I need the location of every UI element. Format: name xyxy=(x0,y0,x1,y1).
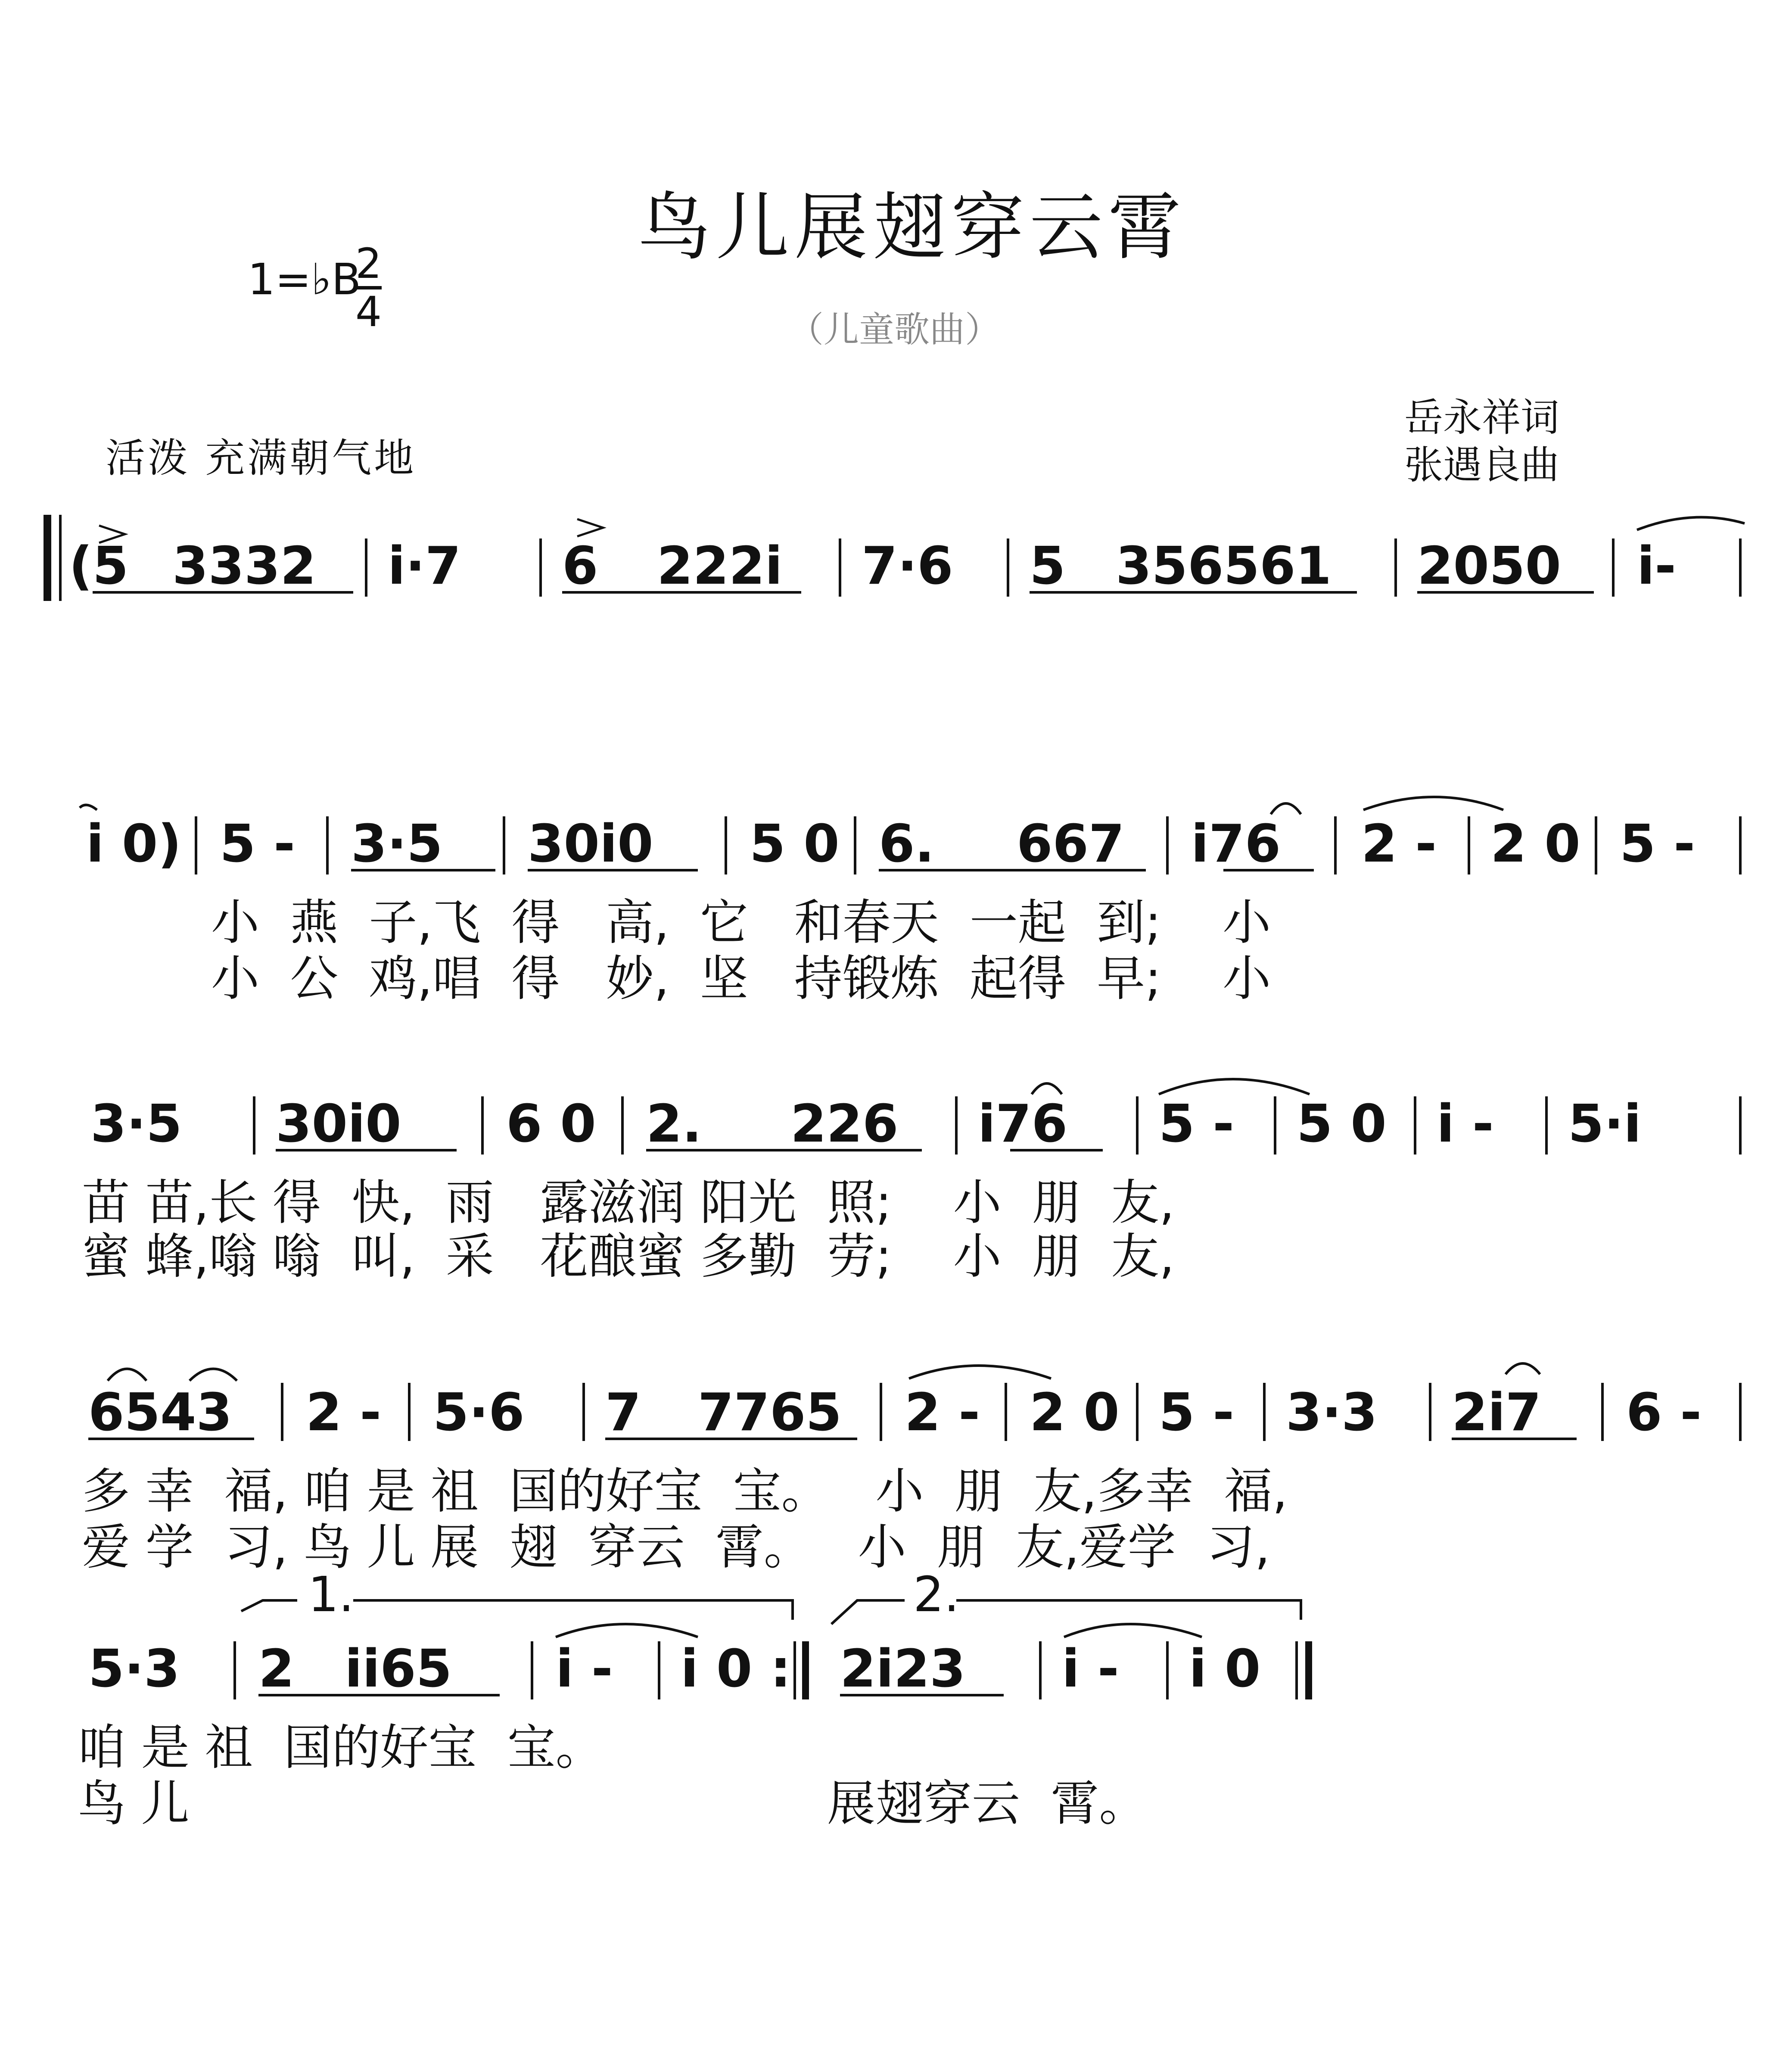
system-4 xyxy=(82,1363,1740,1575)
system-2 xyxy=(80,797,1740,1007)
note-group: 5 0 xyxy=(1297,1094,1387,1154)
note-group: i - xyxy=(1062,1639,1119,1699)
note-group: 5 0 xyxy=(750,814,840,874)
tie xyxy=(190,1369,237,1381)
note-group: i 0) xyxy=(86,814,182,874)
tie xyxy=(108,1369,146,1381)
time-signature-bottom: 4 xyxy=(355,286,382,334)
accent-mark xyxy=(577,519,603,536)
note-group: ii65 xyxy=(345,1639,452,1699)
note-group: 222i xyxy=(657,536,783,596)
tie xyxy=(1159,1079,1310,1094)
song-title: 鸟儿展翅穿云霄 xyxy=(638,185,1187,270)
note-group: 5 - xyxy=(220,814,296,874)
tie xyxy=(1506,1363,1540,1374)
volta-label-1: 1. xyxy=(308,1567,354,1623)
system-1 xyxy=(47,515,1745,601)
note-group: 7·6 xyxy=(862,536,953,596)
volta-label-2: 2. xyxy=(913,1567,959,1623)
note-group: 356561 xyxy=(1116,536,1332,596)
lyric-verse-1: 咱 是 祖 国的好宝 宝。 xyxy=(78,1720,604,1776)
note-group: 5 - xyxy=(1620,814,1696,874)
note-group: 3·3 xyxy=(1286,1383,1378,1443)
note-group: 2. xyxy=(646,1094,702,1154)
note-group: 2050 xyxy=(1417,536,1561,596)
lyric-verse-2: 小 公 鸡,唱 得 妙, 坚 持锻炼 起得 早; 小 xyxy=(211,951,1271,1007)
note-group: 2 0 xyxy=(1030,1383,1120,1443)
note-group: 2 - xyxy=(905,1383,980,1443)
tie xyxy=(556,1624,698,1637)
note-group: i76 xyxy=(978,1094,1068,1154)
note-group: 3·5 xyxy=(90,1094,182,1154)
note-group: 5·3 xyxy=(88,1639,180,1699)
tie xyxy=(1637,517,1745,530)
note-group: 2i23 xyxy=(840,1639,966,1699)
note-group: i - xyxy=(556,1639,613,1699)
note-group: 5 - xyxy=(1159,1094,1235,1154)
note-group: 6 - xyxy=(1626,1383,1702,1443)
lyric-second-ending: 展翅穿云 霄。 xyxy=(827,1776,1148,1832)
note-group: 2i7 xyxy=(1452,1383,1542,1443)
lyric-verse-2: 蜜 蜂,嗡 嗡 叫, 采 花酿蜜 多勤 劳; 小 朋 友, xyxy=(82,1229,1175,1285)
note-group: i - xyxy=(1437,1094,1494,1154)
lyricist-credit: 岳永祥词 xyxy=(1404,395,1559,440)
volta-bracket-2 xyxy=(831,1600,1301,1624)
note-group: 5 - xyxy=(1159,1383,1235,1443)
note-group: 667 xyxy=(1017,814,1125,874)
tie xyxy=(1032,1083,1062,1094)
tie xyxy=(1271,803,1301,814)
note-group: i76 xyxy=(1191,814,1281,874)
note-group: 30i0 xyxy=(276,1094,401,1154)
note-group: i- xyxy=(1637,536,1676,596)
note-group: 5·6 xyxy=(433,1383,525,1443)
note-group: 5·i xyxy=(1568,1094,1642,1154)
note-group: 2 xyxy=(258,1639,295,1699)
system-5 xyxy=(78,1567,1309,1832)
note-group: (5 xyxy=(69,536,129,596)
note-group: 30i0 xyxy=(528,814,653,874)
note-group: 6. xyxy=(879,814,935,874)
tie xyxy=(1064,1624,1202,1637)
note-group: 3·5 xyxy=(351,814,443,874)
note-group: 5 xyxy=(1030,536,1066,596)
note-group: 226 xyxy=(790,1094,899,1154)
composer-credit: 张遇良曲 xyxy=(1404,442,1559,488)
note-group: i 0 xyxy=(1189,1639,1261,1699)
time-signature-top: 2 xyxy=(355,240,382,288)
tie xyxy=(909,1366,1051,1379)
note-group: 2 0 xyxy=(1490,814,1580,874)
lyric-verse-1: 苗 苗,长 得 快, 雨 露滋润 阳光 照; 小 朋 友, xyxy=(82,1175,1175,1231)
lyric-verse-1: 多 幸 福, 咱 是 祖 国的好宝 宝。 小 朋 友,多幸 福, xyxy=(82,1463,1288,1519)
key-signature: 1=♭B xyxy=(248,254,361,305)
note-group: 6 0 xyxy=(506,1094,596,1154)
note-group: i·7 xyxy=(388,536,461,596)
note-group: 6 xyxy=(562,536,598,596)
lyric-verse-1: 小 燕 子,飞 得 高, 它 和春天 一起 到; 小 xyxy=(211,895,1271,951)
tie xyxy=(80,805,97,810)
tempo-marking: 活泼 充满朝气地 xyxy=(106,435,417,481)
note-group: i 0 : xyxy=(681,1639,791,1699)
note-group: 3332 xyxy=(172,536,316,596)
note-group: 7 xyxy=(605,1383,641,1443)
system-3 xyxy=(82,1079,1740,1285)
tie xyxy=(1363,797,1503,810)
lyric-verse-2: 爱 学 习, 鸟 儿 展 翅 穿云 霄。 小 朋 友,爱学 习, xyxy=(82,1519,1270,1575)
note-group: 2 - xyxy=(1361,814,1437,874)
note-group: 7765 xyxy=(698,1383,842,1443)
note-group: 6543 xyxy=(88,1383,232,1443)
song-subtitle: （儿童歌曲） xyxy=(788,309,1001,350)
note-group: 2 - xyxy=(306,1383,382,1443)
lyric-verse-2: 鸟 儿 xyxy=(78,1776,190,1832)
